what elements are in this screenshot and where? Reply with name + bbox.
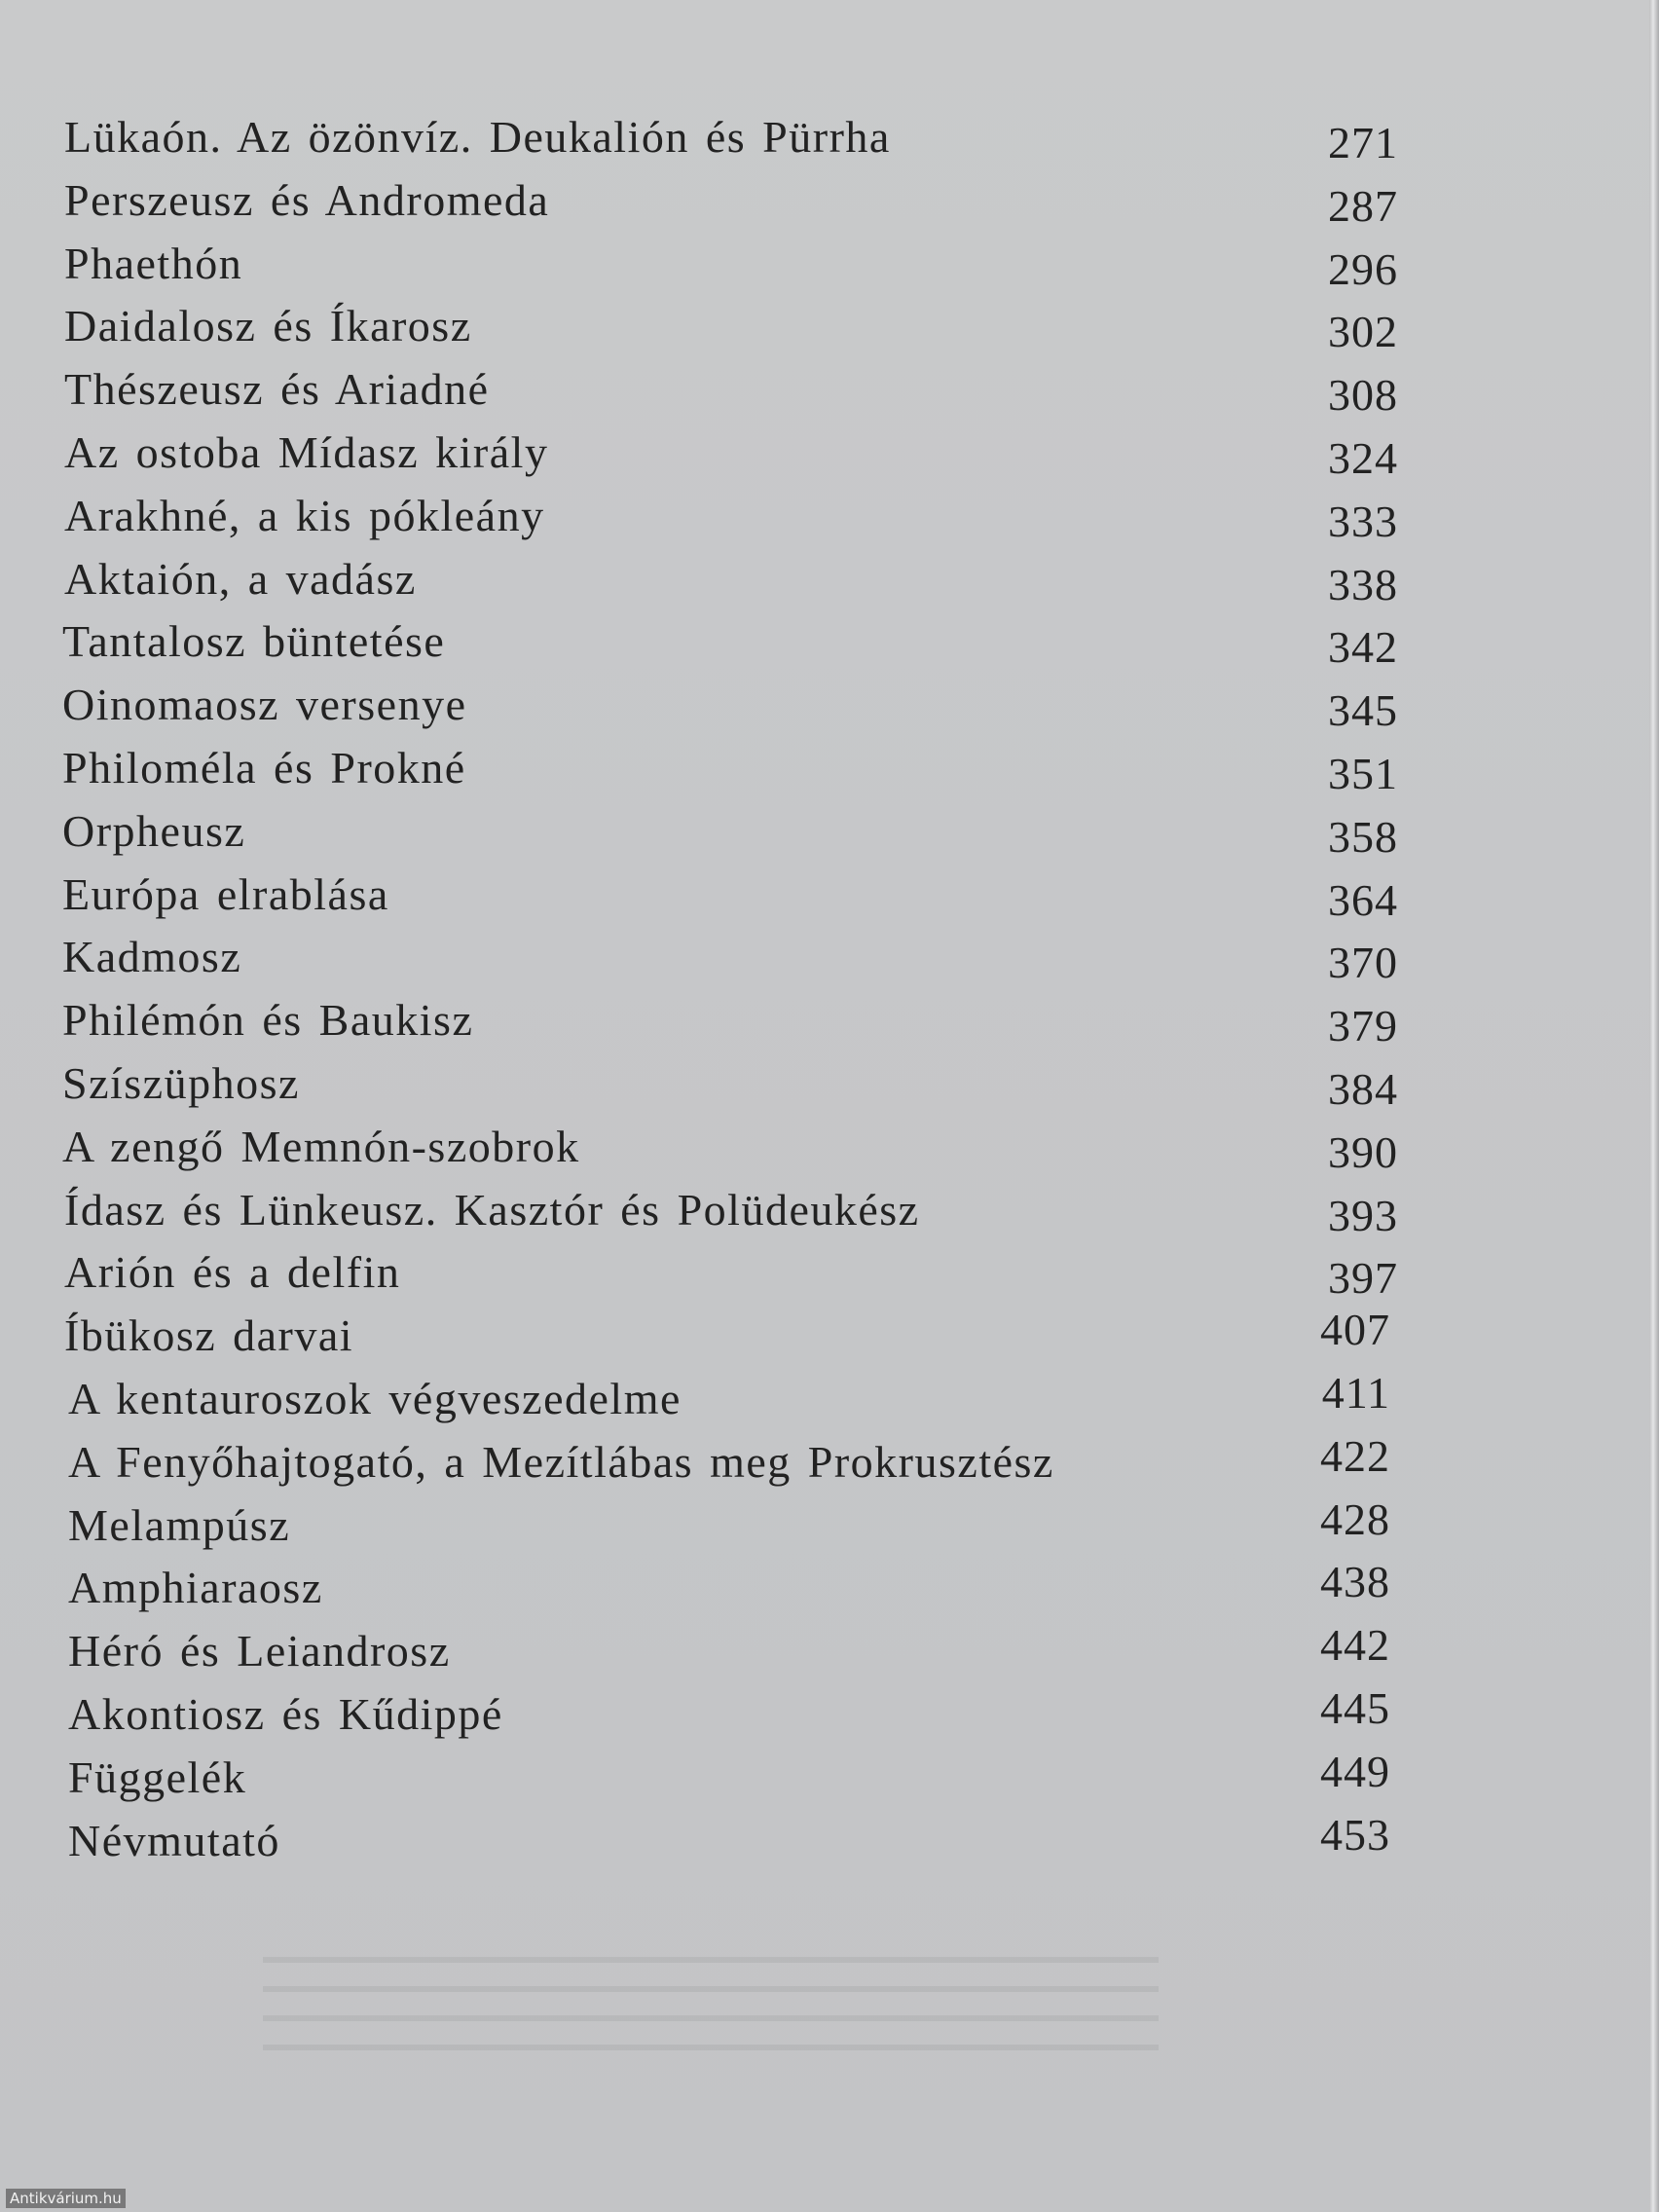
toc-entry-page-number: 449	[1320, 1747, 1390, 1796]
toc-entry-page-number: 442	[1320, 1620, 1390, 1670]
toc-entry	[0, 424, 1659, 482]
toc-entry	[0, 550, 1659, 608]
toc-entry-title: Függelék	[68, 1752, 247, 1802]
toc-entry	[0, 1181, 1659, 1239]
toc-entry-title: Lükaón. Az özönvíz. Deukalión és Pürrha	[64, 112, 891, 162]
toc-entry	[0, 1685, 1659, 1744]
toc-entry-page-number: 397	[1328, 1253, 1398, 1303]
toc-entry-title: Arión és a delfin	[64, 1247, 401, 1297]
toc-entry-page-number: 428	[1320, 1494, 1390, 1544]
toc-entry-page-number: 345	[1328, 685, 1398, 735]
toc-entry	[0, 171, 1659, 230]
toc-entry-page-number: 390	[1328, 1127, 1398, 1177]
toc-entry-title: Oinomaosz versenye	[62, 680, 467, 729]
toc-entry	[0, 1370, 1659, 1428]
toc-entry-title: Európa elrablása	[62, 869, 389, 919]
toc-entry-page-number: 287	[1328, 181, 1398, 231]
toc-entry-page-number: 453	[1320, 1810, 1390, 1860]
toc-entry	[0, 1433, 1659, 1492]
toc-entry	[0, 676, 1659, 734]
toc-entry-page-number: 342	[1328, 622, 1398, 672]
toc-entry-page-number: 438	[1320, 1557, 1390, 1606]
toc-entry	[0, 802, 1659, 861]
toc-entry-title: Melampúsz	[68, 1500, 291, 1550]
toc-entry-title: Amphiaraosz	[68, 1563, 323, 1612]
toc-entry-title: Phaethón	[64, 239, 243, 288]
toc-entry-title: Philémón és Baukisz	[62, 995, 474, 1045]
toc-entry-title: Philoméla és Prokné	[62, 743, 466, 793]
toc-entry	[0, 1243, 1659, 1302]
toc-entry	[0, 866, 1659, 924]
toc-entry	[0, 1496, 1659, 1555]
toc-entry-title: Aktaión, a vadász	[64, 554, 417, 604]
toc-entry	[0, 1307, 1659, 1365]
toc-entry	[0, 1054, 1659, 1113]
toc-entry-page-number: 364	[1328, 875, 1398, 925]
toc-entry-page-number: 302	[1328, 307, 1398, 356]
toc-entry-title: Névmutató	[68, 1816, 280, 1865]
toc-entry-title: Orpheusz	[62, 806, 246, 856]
toc-entry-title: Akontiosz és Kűdippé	[68, 1689, 503, 1739]
toc-entry-page-number: 324	[1328, 433, 1398, 483]
toc-entry	[0, 612, 1659, 671]
toc-entry-page-number: 393	[1328, 1191, 1398, 1240]
toc-entry-title: Ídasz és Lünkeusz. Kasztór és Polüdeukész	[64, 1185, 920, 1235]
toc-entry	[0, 991, 1659, 1050]
toc-entry-page-number: 296	[1328, 244, 1398, 294]
toc-entry-title: Tantalosz büntetése	[62, 616, 446, 666]
toc-entry-title: A Fenyőhajtogató, a Mezítlábas meg Prokrusztész	[68, 1437, 1054, 1487]
toc-entry	[0, 928, 1659, 986]
toc-entry	[0, 1622, 1659, 1680]
toc-entry	[0, 1118, 1659, 1176]
toc-entry	[0, 297, 1659, 355]
toc-entry-title: Szíszüphosz	[62, 1058, 300, 1108]
toc-entry-title: Thészeusz és Ariadné	[64, 364, 490, 414]
toc-entry-page-number: 411	[1321, 1368, 1390, 1418]
toc-entry-page-number: 379	[1328, 1001, 1398, 1051]
toc-entry-title: Perszeusz és Andromeda	[64, 175, 550, 225]
toc-entry-page-number: 370	[1328, 938, 1398, 987]
toc-entry	[0, 360, 1659, 419]
toc-entry-title: A zengő Memnón-szobrok	[62, 1122, 580, 1171]
toc-entry-page-number: 407	[1320, 1305, 1390, 1354]
toc-entry-title: Íbükosz darvai	[64, 1310, 354, 1360]
toc-entry-page-number: 333	[1328, 497, 1398, 546]
toc-entry-title: Az ostoba Mídasz király	[64, 427, 549, 477]
toc-entry-title: Héró és Leiandrosz	[68, 1626, 451, 1676]
toc-entry	[0, 1559, 1659, 1617]
toc-entry	[0, 1749, 1659, 1807]
toc-entry-page-number: 338	[1328, 560, 1398, 609]
toc-entry	[0, 108, 1659, 166]
toc-entry-page-number: 358	[1328, 812, 1398, 862]
toc-entry-page-number: 308	[1328, 370, 1398, 420]
toc-entry-page-number: 422	[1320, 1431, 1390, 1481]
toc-entry	[0, 487, 1659, 545]
toc-entry	[0, 1812, 1659, 1870]
toc-entry-page-number: 271	[1328, 118, 1398, 167]
toc-entry-title: A kentauroszok végveszedelme	[68, 1374, 682, 1423]
toc-entry-page-number: 445	[1320, 1683, 1390, 1733]
toc-entry-page-number: 384	[1328, 1064, 1398, 1114]
toc-entry-title: Kadmosz	[62, 932, 242, 981]
toc-entry-title: Daidalosz és Íkarosz	[64, 301, 472, 350]
watermark: Antikvárium.hu	[6, 2189, 126, 2208]
toc-entry-title: Arakhné, a kis pókleány	[64, 491, 545, 540]
toc-entry	[0, 235, 1659, 293]
toc-entry-page-number: 351	[1328, 749, 1398, 798]
toc-entry	[0, 739, 1659, 797]
